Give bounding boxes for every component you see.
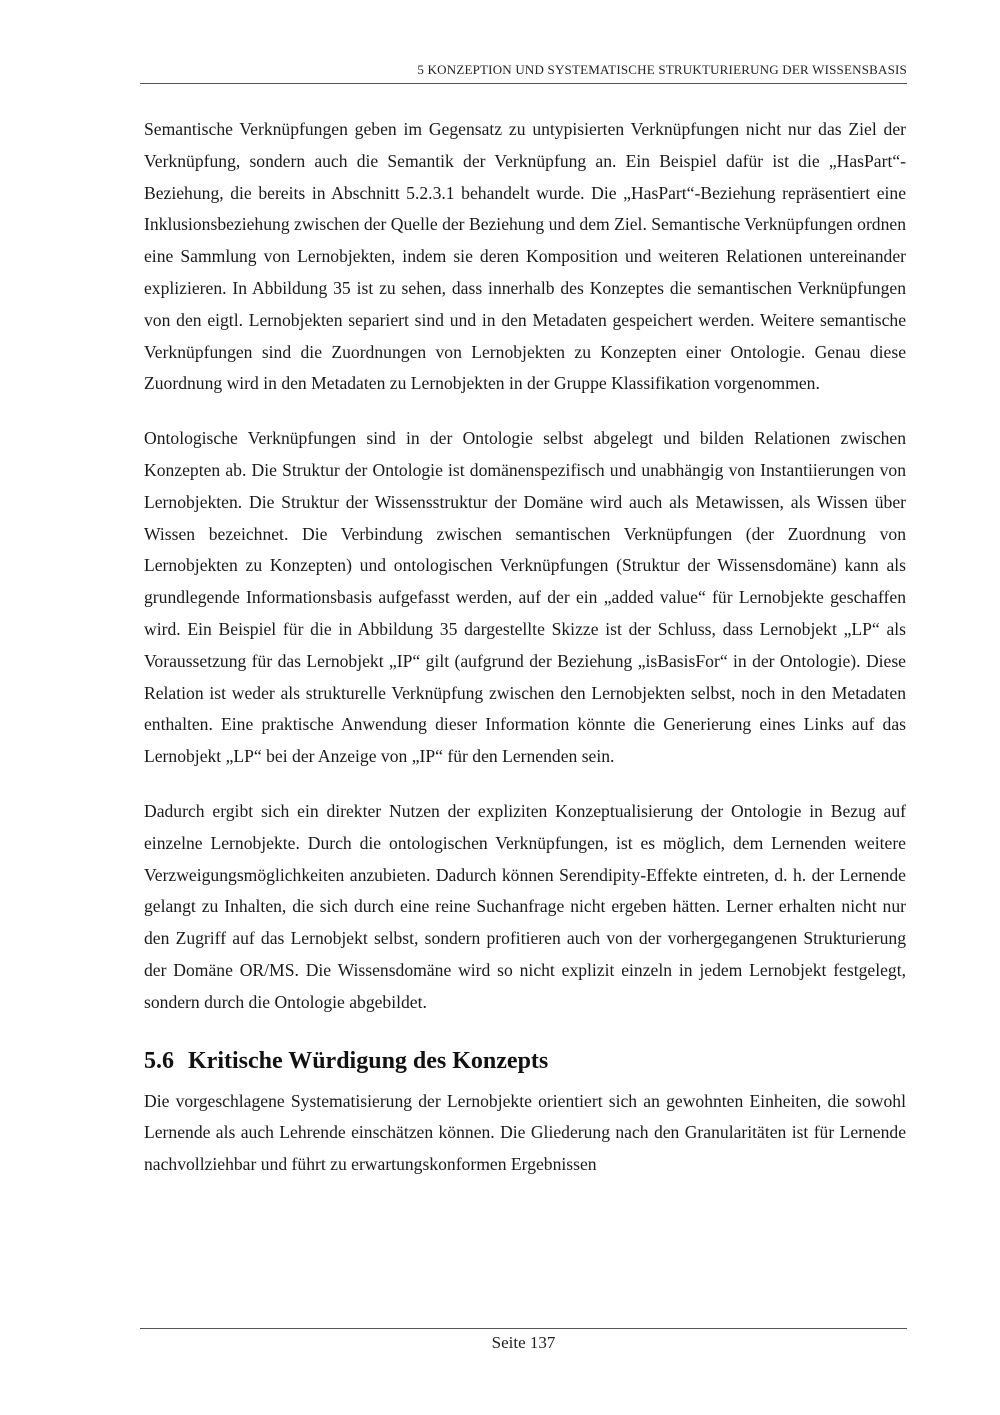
footer-divider xyxy=(140,1328,907,1329)
section-title: Kritische Würdigung des Konzepts xyxy=(188,1047,549,1074)
paragraph-direct-benefit: Dadurch ergibt sich ein direkter Nutzen der expliziten Konzeptualisierung der Ontologie in Bezug auf einzelne Lernobjekte. Durch die ontologischen Verknüpfungen, ist es möglich, dem Lernenden weitere Verzweigungsmöglichkeiten anzubieten. Dadurch können Serendipity-Effekte eintreten, d. h. der Lernende gelangt zu Inhalten, die sich durch eine reine Suchanfrage nicht ergeben hätten. Lerner erhalten nicht nur den Zugriff auf das Lernobjekt selbst, sondern profitieren auch von der vorhergegangenen Strukturierung der Domäne OR/MS. Die Wissensdomäne wird so nicht explizit einzeln in jedem Lernobjekt festgelegt, sondern durch die Ontologie abgebildet. xyxy=(144,800,906,1012)
section-number: 5.6 xyxy=(144,1047,174,1074)
running-header: 5 KONZEPTION UND SYSTEMATISCHE STRUKTURIERUNG DER WISSENSBASIS xyxy=(417,62,907,77)
page-number: Seite 137 xyxy=(491,1333,556,1352)
paragraph-critical-appraisal: Die vorgeschlagene Systematisierung der Lernobjekte orientiert sich an gewohnten Einheiten, die sowohl Lernende als auch Lehrende einschätzen können. Die Gliederung nach den Granularitäten ist für Lernende nachvollziehbar und führt zu erwartungskonformen Ergebnissen xyxy=(144,1090,906,1175)
header-divider xyxy=(140,83,907,84)
paragraph-ontological-links: Ontologische Verknüpfungen sind in der Ontologie selbst abgelegt und bilden Relationen zwischen Konzepten ab. Die Struktur der Ontologie ist domänenspezifisch und unabhängig von Instantiierungen von Lernobjekten. Die Struktur der Wissensstruktur der Domäne wird auch als Metawissen, als Wissen über Wissen bezeichnet. Die Verbindung zwischen semantischen Verknüpfungen (der Zuordnung von Lernobjekten zu Konzepten) und ontologischen Verknüpfungen (Struktur der Wissensdomäne) kann als grundlegende Informationsbasis aufgefasst werden, auf der ein „added value“ für Lernobjekte geschaffen wird. Ein Beispiel für die in Abbildung 35 dargestellte Skizze ist der Schluss, dass Lernobjekt „LP“ als Voraussetzung für das Lernobjekt „IP“ gilt (aufgrund der Beziehung „isBasisFor“ in der Ontologie). Diese Relation ist weder als strukturelle Verknüpfung zwischen den Lernobjekten selbst, noch in den Metadaten enthalten. Eine praktische Anwendung dieser Information könnte die Generierung eines Links auf das Lernobjekt „LP“ bei der Anzeige von „IP“ für den Lernenden sein. xyxy=(144,428,906,767)
section-heading xyxy=(144,1044,906,1078)
paragraph-semantic-links: Semantische Verknüpfungen geben im Gegensatz zu untypisierten Verknüpfungen nicht nur das Ziel der Verknüpfung, sondern auch die Semantik der Verknüpfung an. Ein Beispiel dafür ist die „HasPart“-Beziehung, die bereits in Abschnitt 5.2.3.1 behandelt wurde. Die „HasPart“-Beziehung repräsentiert eine Inklusionsbeziehung zwischen der Quelle der Beziehung und dem Ziel. Semantische Verknüpfungen ordnen eine Sammlung von Lernobjekten, indem sie deren Komposition und weiteren Relationen untereinander explizieren. In Abbildung 35 ist zu sehen, dass innerhalb des Konzeptes die semantischen Verknüpfungen von den eigtl. Lernobjekten separiert sind und in den Metadaten gespeichert werden. Weitere semantische Verknüpfungen sind die Zuordnungen von Lernobjekten zu Konzepten einer Ontologie. Genau diese Zuordnung wird in den Metadaten zu Lernobjekten in der Gruppe Klassifikation vorgenommen. xyxy=(144,119,906,394)
page-body xyxy=(144,114,906,1181)
